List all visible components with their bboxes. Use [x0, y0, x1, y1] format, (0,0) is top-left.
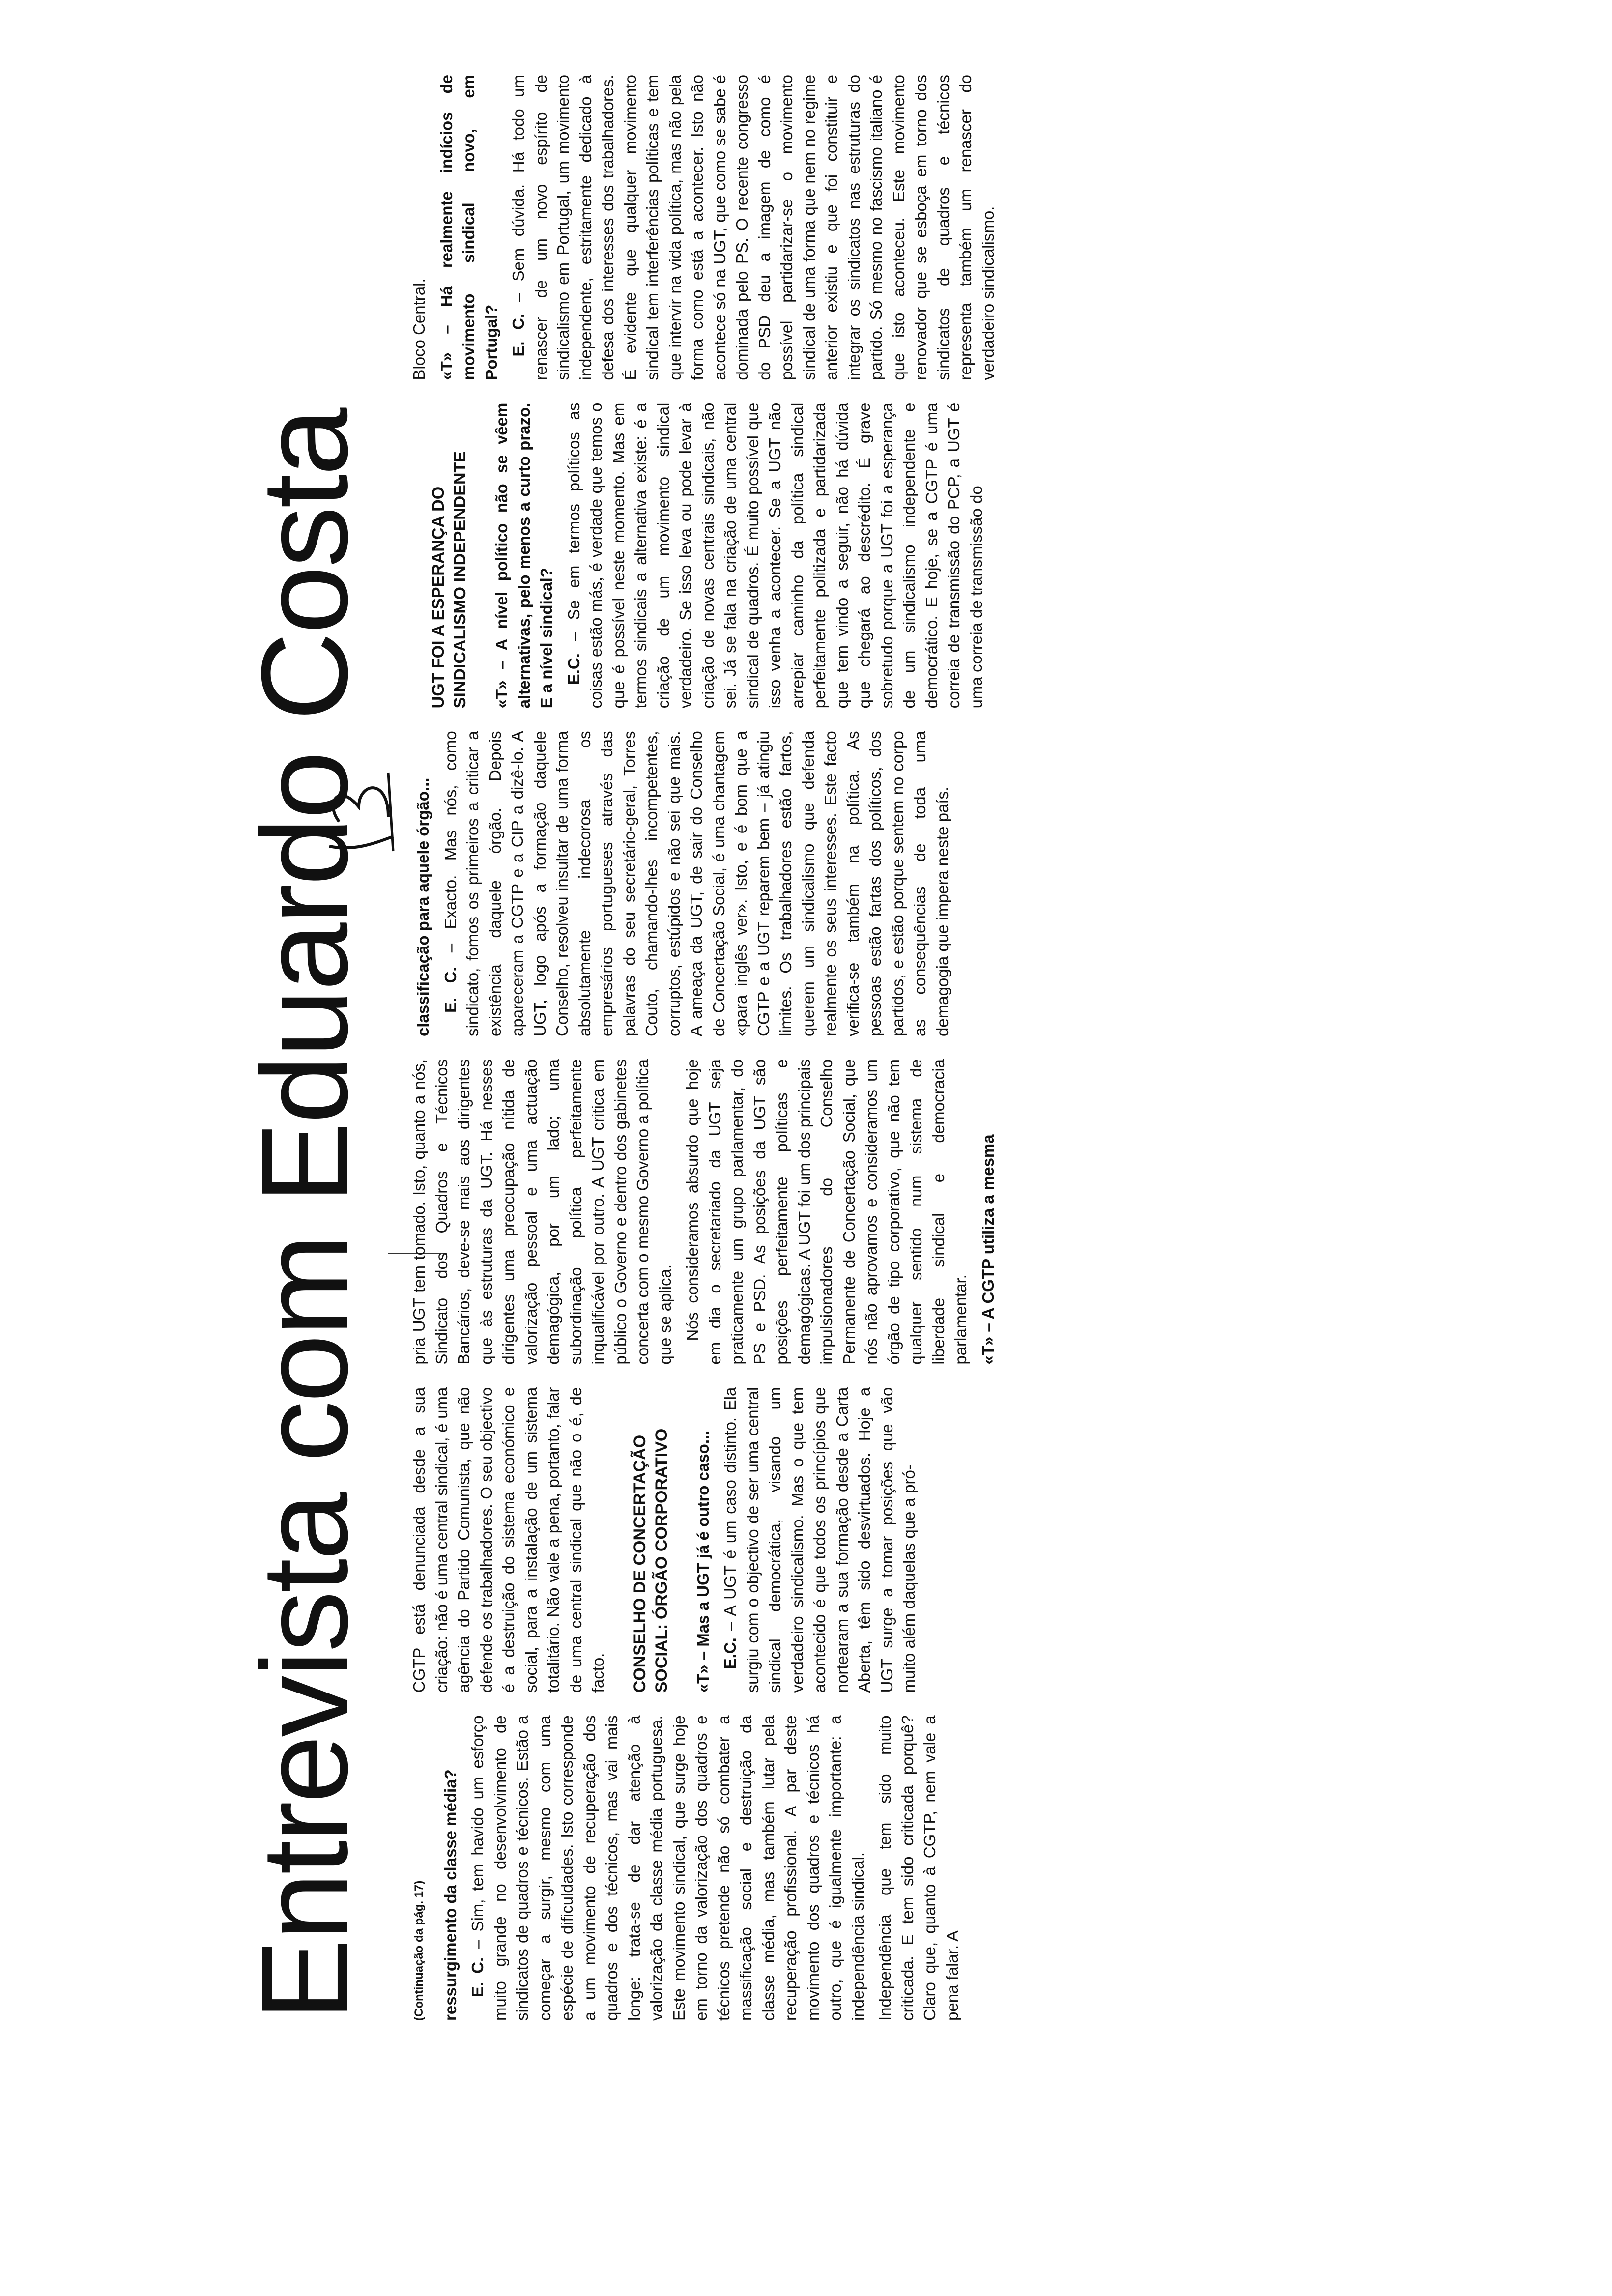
interview-question: «T» – Mas a UGT já é outro caso...	[693, 1430, 712, 1693]
article-column	[408, 1059, 1219, 1365]
interview-question: «T» – Há realmente indícios de movimento sindical novo, em Portugal?	[437, 74, 500, 380]
interview-question: «T» – A CGTP utiliza a mesma	[979, 1134, 997, 1365]
article-headline: Entrevista com Eduardo Costa	[236, 409, 373, 2021]
answer-text: – Exacto. Mas nós, como sindicato, fomos os primeiros a criticar a existência daquele órgão. Depois apareceram a CGTP e a CIP a dizê-lo. A UGT, logo após a formação daquele Conselho, resolveu insultar de uma forma absolutamente indecorosa os empresários portugueses através das palavras do seu secretário-geral, Torres Couto, chamando-lhes incompetentes, corruptos, estúpidos e não sei que mais. A ameaça da UGT, de sair do Conselho de Concertação Social, é uma chantagem «para inglês ver». Isto, e é bom que a CGTP e a UGT reparem bem – já atingiu limites. Os trabalhadores estão fartos, querem um sindicalismo que defenda realmente os seus interesses. Este facto verifica-se também na política. As pessoas estão fartas dos políticos, dos partidos, e estão porque sentem no corpo as consequências de toda uma demagogia que impera neste país.	[441, 731, 951, 1036]
section-heading: CONSELHO DE CONCERTAÇÃO SOCIAL: ÓRGÃO CORPORATIVO	[630, 1428, 671, 1693]
answer-text: – Se em termos políticos as coisas estão más, é verdade que temos o que é possível neste momento. Mas em termos sindicais a alternativa existe: é a criação de um movimento sindical verdadeiro. Se isso leva ou pode levar à criação de novas centrais sindicais, não sei. Já se fala na criação de uma central sindical de quadros. É muito possível que isso venha a acontecer. Se a UGT não arrepiar caminho da política sindical perfeitamente politizada e partidarizada que tem vindo a seguir, não há dúvida que chegará ao descrédito. É grave sobretudo porque a UGT foi a esperança de um sindicalismo independente e democrático. E hoje, se a CGTP é uma correia de transmissão do PCP, a UGT é uma correia de transmissão do	[564, 402, 985, 709]
continuation-note: (Continuação da pág. 17)	[412, 1880, 426, 2021]
interview-question: ressurgimento da classe média?	[441, 1769, 460, 2021]
interview-question: «T» – A nível político não se vêem alternativas, pelo menos a curto prazo. E a nível sindical?	[492, 402, 555, 709]
answer-text: – A UGT é um caso distinto. Ela surgiu com o objectivo de ser uma central sindical democrática, visando um verdadeiro sindicalismo. Mas o que tem acontecido é que todos os princípios que nortearam a sua formação desde a Carta Aberta, têm sido desvirtuados. Hoje a UGT surge a tomar posições que vão muito além daquelas que a pró-	[721, 1387, 918, 1693]
article-paragraph: CGTP está denunciada desde a sua criação: não é uma central sindical, é uma agência do Partido Comunista, que não defende os trabalhadores. O seu objectivo é a destruição do sistema económico e social, para a instalação de um sistema totalitário. Não vale a pena, portanto, falar de uma central sindical que não o é, de facto.	[410, 1387, 607, 1693]
speaker-initials: E.C.	[564, 653, 583, 685]
article-column	[408, 1387, 1219, 1693]
article-paragraph	[466, 1715, 869, 2021]
article-paragraph	[719, 1387, 921, 1693]
section-heading: UGT FOI A ESPERANÇA DO SINDICALISMO INDEPENDENTE	[429, 451, 469, 709]
article-column	[408, 1715, 1219, 2021]
interview-question: classificação para aquele órgão...	[414, 777, 432, 1036]
answer-text: – Sim, tem havido um esforço muito grande no desenvolvimento de sindicatos de quadros e técnicos. Estão a começar a surgir, mesmo com uma espécie de dificuldades. Isto corresponde a um movimento de recuperação dos quadros e dos técnicos, mas vai mais longe: trata-se de dar atenção à valorização da classe média portuguesa. Este movimento sindical, que surge hoje em torno da valorização dos quadros e técnicos pretende não só combater a massificação social e destruição da classe média, mas também lutar pela recuperação profissional. A par deste movimento dos quadros e técnicos há outro, que é igualmente importante: a independência sindical.	[468, 1715, 867, 2021]
handwritten-mark-icon	[319, 768, 398, 856]
article-columns	[408, 75, 1219, 2021]
article-column	[408, 731, 1219, 1036]
article-paragraph	[507, 75, 999, 380]
article-column	[408, 75, 1219, 380]
article-paragraph	[563, 403, 988, 709]
article-paragraph	[439, 731, 954, 1036]
article-paragraph: Nós consideramos absurdo que hoje em dia o secretariado da UGT seja praticamente um grupo parlamentar, do PS e PSD. As posições da UGT são posições perfeitamente políticas e demagógicas. A UGT foi um dos principais impulsionadores do Conselho Permanente de Concertação Social, que nós não aprovamos e consideramos um órgão de tipo corporativo, que não tem qualquer sentido num sistema de liberdade sindical e democracia parlamentar.	[683, 1059, 970, 1365]
article-paragraph: pria UGT tem tomado. Isto, quanto a nós, Sindicato dos Quadros e Técnicos Bancários, deve-se mais aos dirigentes que às estruturas da UGT. Há nesses dirigentes uma preocupação nítida de valorização pessoal e uma actuação demagógica, por um lado; uma subordinação política perfeitamente inqualificável por outro. A UGT critica em público o Governo e dentro dos gabinetes concerta com o mesmo Governo a política que se aplica.	[410, 1059, 674, 1365]
article-paragraph: Bloco Central.	[410, 278, 428, 380]
speaker-initials: E.C.	[721, 1637, 739, 1669]
speaker-initials: E. C.	[441, 967, 460, 1013]
answer-text: – Sem dúvida. Há todo um renascer de um novo espírito de sindicalismo em Portugal, um movimento independente, estritamente dedicado à defesa dos interesses dos trabalhadores. É evidente que qualquer movimento sindical tem interferências políticas e tem que intervir na vida política, mas não pela forma como está a acontecer. Isto não acontece só na UGT, que como se sabe é dominada pelo PS. O recente congresso do PSD deu a imagem de como é possível partidarizar-se o movimento sindical de uma forma que nem no regime anterior existiu e que foi constituir e integrar os sindicatos nas estruturas do partido. Só mesmo no fascismo italiano é que isto aconteceu. Este movimento renovador que se esboça em torno dos sindicatos de quadros e técnicos representa também um renascer do verdadeiro sindicalismo.	[509, 74, 997, 380]
article-column	[408, 403, 1219, 709]
speaker-initials: E. C.	[509, 313, 527, 357]
article-paragraph: Independência que tem sido muito criticada. E tem sido criticada porquê? Claro que, quanto à CGTP, nem vale a pena falar. A	[876, 1715, 961, 2021]
speaker-initials: E. C.	[468, 1957, 487, 1997]
